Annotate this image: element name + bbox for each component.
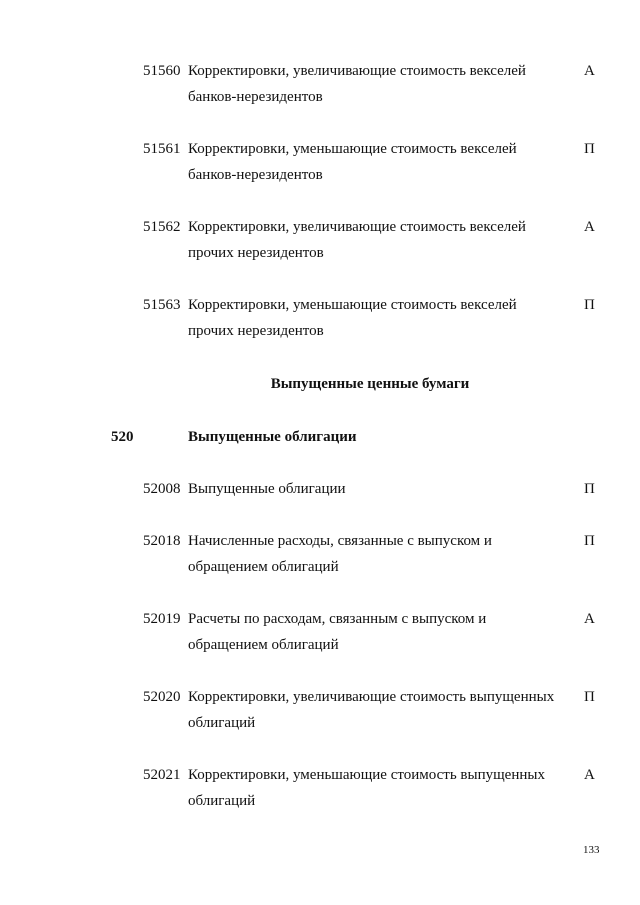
account-type: А bbox=[584, 219, 595, 235]
description-line: обращением облигаций bbox=[188, 637, 339, 653]
account-description bbox=[188, 606, 568, 658]
account-entry bbox=[0, 528, 640, 580]
description-line: Корректировки, уменьшающие стоимость выпущенных bbox=[188, 767, 545, 783]
account-type: П bbox=[584, 297, 595, 313]
account-entry bbox=[0, 762, 640, 814]
group-title: Выпущенные облигации bbox=[188, 429, 357, 445]
account-type: А bbox=[584, 611, 595, 627]
description-line: Расчеты по расходам, связанным с выпуском и bbox=[188, 611, 487, 627]
description-line: Корректировки, увеличивающие стоимость векселей bbox=[188, 63, 526, 79]
account-entry bbox=[0, 58, 640, 110]
description-line: облигаций bbox=[188, 715, 256, 731]
description-line: Корректировки, уменьшающие стоимость векселей bbox=[188, 141, 517, 157]
account-code: 51563 bbox=[143, 297, 181, 313]
account-description bbox=[188, 528, 568, 580]
description-line: Начисленные расходы, связанные с выпуском и bbox=[188, 533, 492, 549]
group-code: 520 bbox=[111, 429, 134, 445]
description-line: облигаций bbox=[188, 793, 256, 809]
account-type: П bbox=[584, 689, 595, 705]
account-code: 51560 bbox=[143, 63, 181, 79]
page-number: 133 bbox=[583, 844, 600, 856]
description-line: Корректировки, уменьшающие стоимость векселей bbox=[188, 297, 517, 313]
description-line: обращением облигаций bbox=[188, 559, 339, 575]
account-entry bbox=[0, 214, 640, 266]
account-code: 52008 bbox=[143, 481, 181, 497]
account-entry bbox=[0, 684, 640, 736]
description-line: прочих нерезидентов bbox=[188, 323, 324, 339]
account-code: 52021 bbox=[143, 767, 181, 783]
account-entry bbox=[0, 136, 640, 188]
account-code: 51561 bbox=[143, 141, 181, 157]
account-type: П bbox=[584, 533, 595, 549]
description-line: Корректировки, увеличивающие стоимость выпущенных bbox=[188, 689, 555, 705]
account-description bbox=[188, 762, 568, 814]
account-type: А bbox=[584, 767, 595, 783]
description-line: Выпущенные облигации bbox=[188, 481, 346, 497]
description-line: Корректировки, увеличивающие стоимость векселей bbox=[188, 219, 526, 235]
description-line: банков-нерезидентов bbox=[188, 167, 323, 183]
account-type: П bbox=[584, 141, 595, 157]
account-description bbox=[188, 58, 568, 110]
account-type: А bbox=[584, 63, 595, 79]
account-description bbox=[188, 684, 568, 736]
account-description bbox=[188, 214, 568, 266]
account-code: 52020 bbox=[143, 689, 181, 705]
section-title: Выпущенные ценные бумаги bbox=[270, 376, 470, 392]
account-description bbox=[188, 136, 568, 188]
description-line: банков-нерезидентов bbox=[188, 89, 323, 105]
account-code: 51562 bbox=[143, 219, 181, 235]
account-entry bbox=[0, 476, 640, 528]
account-type: П bbox=[584, 481, 595, 497]
account-entry bbox=[0, 606, 640, 658]
account-description bbox=[188, 476, 568, 502]
description-line: прочих нерезидентов bbox=[188, 245, 324, 261]
account-code: 52018 bbox=[143, 533, 181, 549]
account-entry bbox=[0, 292, 640, 344]
account-description bbox=[188, 292, 568, 344]
account-code: 52019 bbox=[143, 611, 181, 627]
